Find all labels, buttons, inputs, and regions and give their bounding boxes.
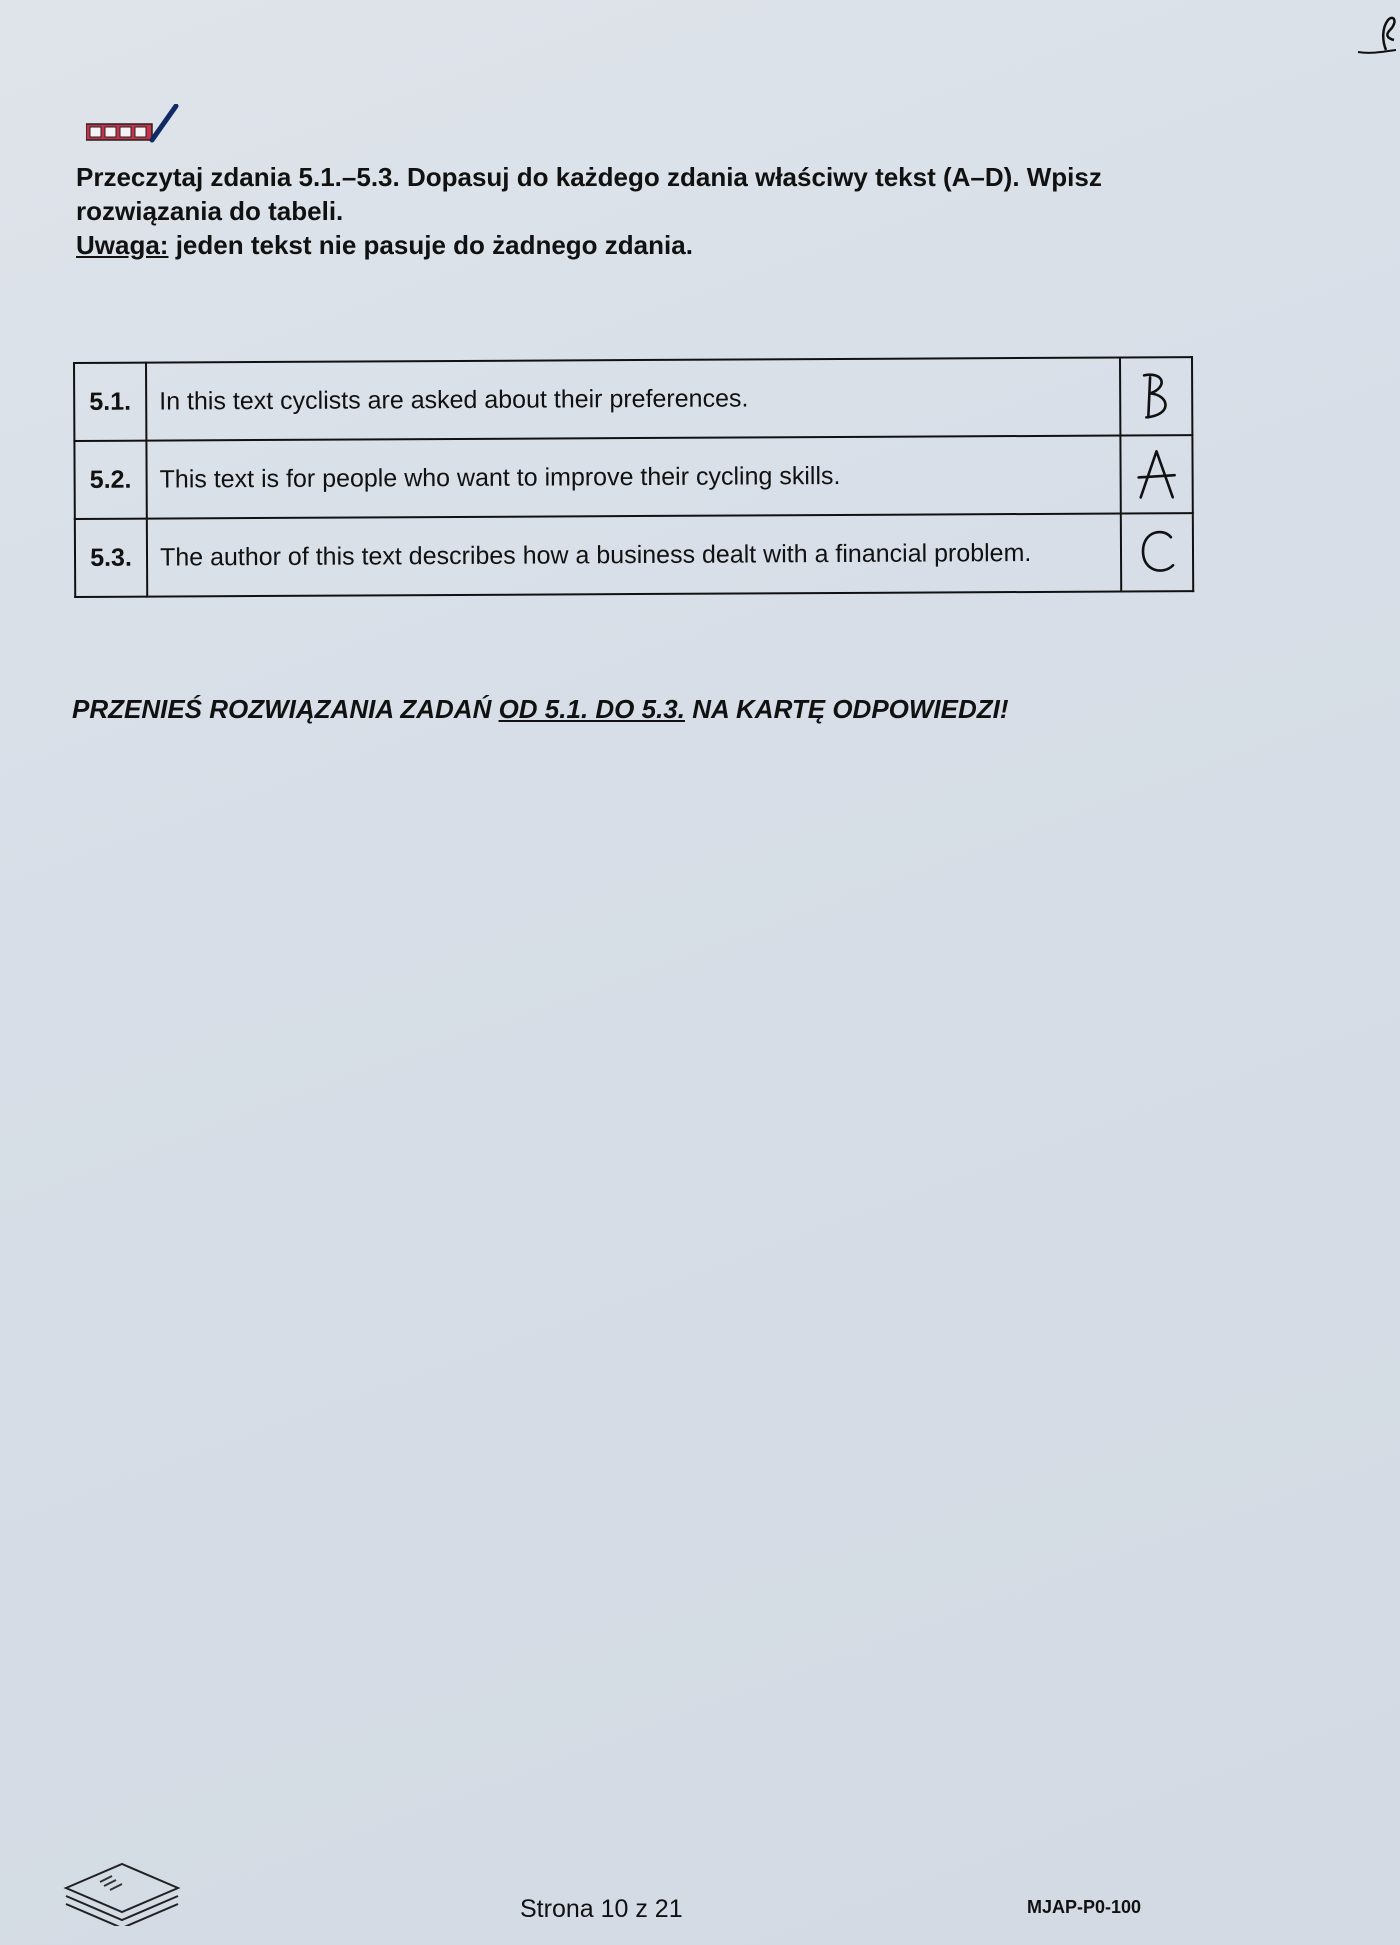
- answer-cell[interactable]: [1120, 357, 1192, 435]
- page-number: Strona 10 z 21: [520, 1895, 683, 1923]
- answer-letter: [1134, 447, 1178, 501]
- item-statement: In this text cyclists are asked about their preferences.: [146, 358, 1120, 441]
- answer-cell[interactable]: [1121, 513, 1193, 591]
- instruction-line-2: rozwiązania do tabeli.: [76, 196, 344, 226]
- instruction-line-1: Przeczytaj zdania 5.1.–5.3. Dopasuj do każdego zdania właściwy tekst (A–D). Wpisz: [76, 162, 1102, 192]
- score-boxes-icon: [86, 104, 196, 144]
- transfer-range: OD 5.1. DO 5.3.: [498, 694, 685, 724]
- note-text: jeden tekst nie pasuje do żadnego zdania.: [168, 230, 693, 260]
- answer-letter: [1134, 369, 1178, 423]
- stacked-sheets-logo-icon: [62, 1856, 182, 1926]
- transfer-text-2: NA KARTĘ ODPOWIEDZI!: [684, 694, 1009, 724]
- transfer-text-1: PRZENIEŚ ROZWIĄZANIA ZADAŃ: [72, 694, 499, 724]
- instruction-note: [76, 228, 1196, 262]
- matching-table: [73, 356, 1194, 598]
- table-row: [74, 357, 1192, 441]
- task-instructions: [76, 160, 1196, 262]
- item-statement: The author of this text describes how a business dealt with a financial problem.: [147, 514, 1121, 597]
- answer-cell[interactable]: [1120, 435, 1192, 513]
- answer-letter: [1135, 525, 1179, 579]
- handwritten-mark-icon: [1356, 10, 1396, 60]
- item-number: 5.2.: [74, 441, 146, 519]
- item-statement: This text is for people who want to improve their cycling skills.: [146, 436, 1120, 519]
- transfer-instruction: [72, 694, 1272, 725]
- exam-code: MJAP-P0-100: [1027, 1897, 1142, 1917]
- table-row: [75, 513, 1193, 597]
- table-row: [74, 435, 1192, 519]
- item-number: 5.3.: [75, 519, 147, 597]
- item-number: 5.1.: [74, 363, 146, 441]
- note-label: Uwaga:: [76, 230, 169, 260]
